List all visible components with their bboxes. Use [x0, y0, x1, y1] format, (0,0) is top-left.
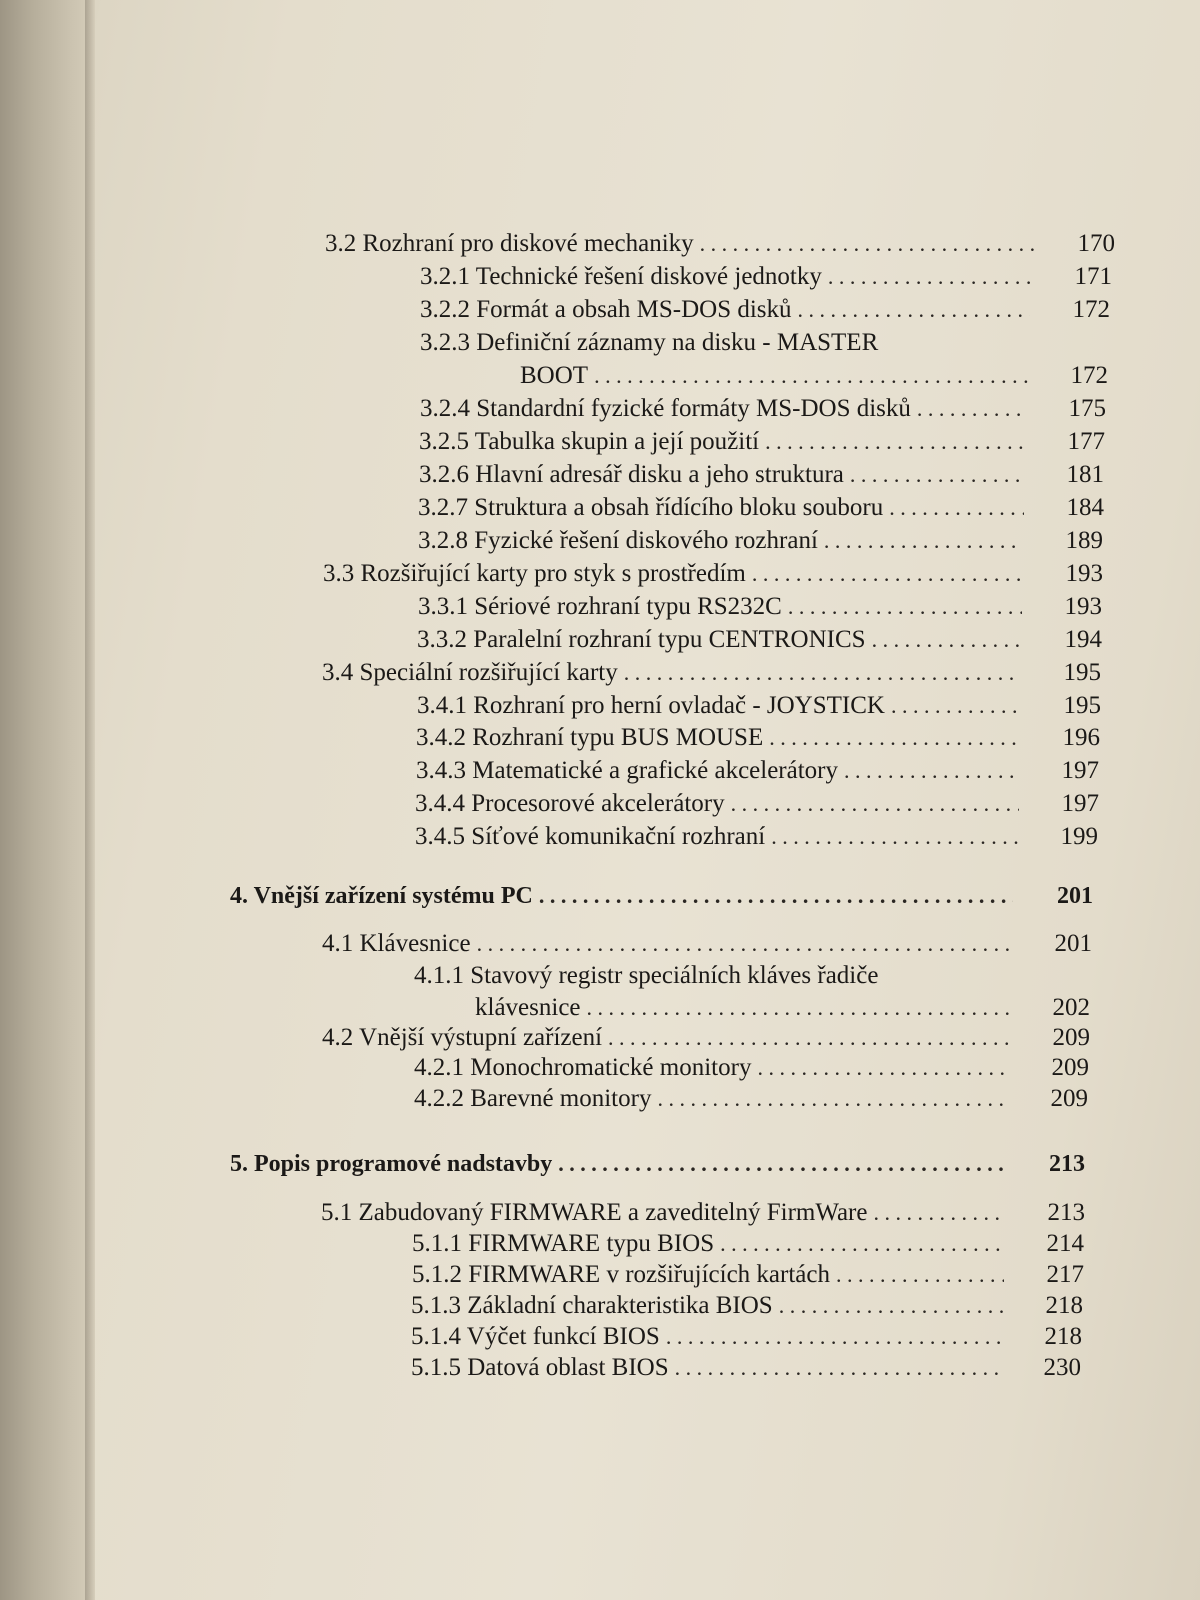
leader-dots: [844, 753, 1019, 789]
leader-dots: [824, 523, 1023, 559]
toc-entry-page: 189: [1065, 527, 1103, 554]
toc-entry: [419, 457, 1104, 493]
book-spine: [0, 0, 95, 1600]
toc-entry: [415, 786, 1099, 822]
toc-entry-label: 3.4 Speciální rozšiřující karty: [322, 659, 618, 686]
toc-entry-page: 172: [1072, 296, 1110, 323]
toc-entry-page: 218: [1045, 1292, 1083, 1319]
leader-dots: [788, 589, 1022, 625]
leader-dots: [624, 655, 1021, 691]
toc-entry-page: 175: [1068, 395, 1106, 422]
leader-dots: [558, 1146, 1005, 1182]
toc-entry-page: 177: [1067, 428, 1105, 455]
toc-entry: [417, 688, 1101, 724]
toc-entry-label: 3.2.1 Technické řešení diskové jednotky: [420, 263, 822, 290]
toc-entry-page: 217: [1046, 1261, 1084, 1288]
toc-entry-label: 3.4.5 Síťové komunikační rozhraní: [415, 823, 766, 850]
toc-entry: [418, 490, 1104, 526]
leader-dots: [675, 1350, 1001, 1386]
toc-entry-page: 193: [1065, 560, 1103, 587]
leader-dots: [752, 556, 1023, 592]
toc-entry-label: 3.4.3 Matematické a grafické akcelerátory: [416, 757, 838, 784]
toc-entry-page: 184: [1066, 494, 1104, 521]
toc-entry-label: BOOT: [520, 362, 589, 389]
toc-entry-label: 3.4.1 Rozhraní pro herní ovladač - JOYSTICK: [417, 692, 885, 719]
leader-dots: [731, 786, 1019, 822]
toc-entry-label: 3.2.8 Fyzické řešení diskového rozhraní: [418, 527, 818, 554]
toc-entry: [323, 556, 1103, 592]
toc-entry-label: 5.1 Zabudovaný FIRMWARE a zaveditelný FirmWare: [321, 1199, 868, 1226]
toc-entry: [414, 1081, 1088, 1117]
leader-dots: [594, 358, 1028, 394]
toc-entry: [322, 926, 1092, 962]
toc-entry-page: 201: [1054, 930, 1092, 957]
toc-entry-label: 3.2 Rozhraní pro diskové mechaniky: [325, 230, 694, 257]
spine-shadow: [85, 0, 95, 1600]
toc-entry: [420, 259, 1112, 295]
toc-entry-label: 4.2.2 Barevné monitory: [414, 1085, 652, 1112]
toc-entry: [420, 292, 1110, 328]
toc-entry-page: 209: [1052, 1024, 1090, 1051]
toc-entry: [416, 753, 1099, 789]
toc-entry-label: 3.4.2 Rozhraní typu BUS MOUSE: [416, 724, 764, 751]
toc-entry-label: 5. Popis programové nadstavby: [230, 1151, 553, 1177]
toc-chapter: [230, 878, 1093, 914]
toc-entry-label: klávesnice: [475, 994, 581, 1021]
toc-entry-page: 202: [1052, 994, 1090, 1021]
leader-dots: [539, 878, 1013, 914]
leader-dots: [850, 457, 1024, 493]
toc-entry-page: 209: [1051, 1054, 1089, 1081]
toc-entry-label: 3.3.1 Sériové rozhraní typu RS232C: [418, 593, 782, 620]
leader-dots: [765, 424, 1025, 460]
toc-entry-label: 5.1.2 FIRMWARE v rozšiřujících kartách: [412, 1261, 830, 1288]
toc-entry: [411, 1350, 1081, 1386]
toc-entry-label: 3.2.5 Tabulka skupin a její použití: [419, 428, 760, 455]
leader-dots: [769, 720, 1020, 756]
leader-dots: [891, 688, 1021, 724]
toc-entry: [420, 391, 1106, 427]
toc-entry-label: 4.1 Klávesnice: [322, 930, 471, 957]
toc-entry-label-line1: 3.2.3 Definiční záznamy na disku - MASTER: [420, 329, 879, 356]
toc-entry-page: 197: [1061, 790, 1099, 817]
leader-dots: [872, 622, 1022, 658]
toc-entry: [418, 589, 1102, 625]
toc-entry: [419, 424, 1105, 460]
toc-entry-page: 194: [1064, 626, 1102, 653]
toc-entry-label: 3.3 Rozšiřující karty pro styk s prostředím: [323, 560, 746, 587]
toc-entry-label: 3.2.6 Hlavní adresář disku a jeho struktura: [419, 461, 844, 488]
toc-entry-label: 4.2 Vnější výstupní zařízení: [322, 1024, 603, 1051]
toc-entry: [416, 720, 1100, 756]
toc-entry: [520, 358, 1108, 394]
leader-dots: [700, 226, 1035, 262]
leader-dots: [828, 259, 1032, 295]
leader-dots: [771, 819, 1018, 855]
toc-entry-page: 230: [1043, 1354, 1081, 1381]
toc-entry-label: 5.1.4 Výčet funkcí BIOS: [411, 1323, 660, 1350]
toc-entry-label: 5.1.3 Základní charakteristika BIOS: [411, 1292, 773, 1319]
toc-entry-page: 214: [1046, 1230, 1084, 1257]
toc-entry-page: 209: [1050, 1085, 1088, 1112]
toc-chapter: [230, 1146, 1085, 1182]
toc-entry-label: 3.2.4 Standardní fyzické formáty MS-DOS disků: [420, 395, 911, 422]
toc-entry: [415, 819, 1098, 855]
toc-entry-label: 5.1.5 Datová oblast BIOS: [411, 1354, 669, 1381]
toc-entry-page: 213: [1049, 1151, 1085, 1177]
toc-entry-page: 181: [1066, 461, 1104, 488]
toc-entry-label: 4.2.1 Monochromatické monitory: [414, 1054, 752, 1081]
toc-entry-page: 199: [1060, 823, 1098, 850]
toc-entry-label: 3.2.2 Formát a obsah MS-DOS disků: [420, 296, 792, 323]
toc-entry-page: 196: [1062, 724, 1100, 751]
toc-entry: [417, 622, 1102, 658]
toc-entry-page: 201: [1057, 883, 1093, 909]
toc-entry-page: 213: [1047, 1199, 1085, 1226]
toc-entry: [418, 523, 1103, 559]
toc-entry-page: 218: [1044, 1323, 1082, 1350]
toc-entry-label: 3.2.7 Struktura a obsah řídícího bloku souboru: [418, 494, 884, 521]
toc-entry-page: 197: [1061, 757, 1099, 784]
toc-entry-page: 170: [1077, 230, 1115, 257]
leader-dots: [889, 490, 1024, 526]
toc-entry: [322, 655, 1101, 691]
leader-dots: [917, 391, 1026, 427]
toc-entry-page: 195: [1063, 692, 1101, 719]
toc-entry-label: 5.1.1 FIRMWARE typu BIOS: [412, 1230, 715, 1257]
toc-entry-label: 3.4.4 Procesorové akcelerátory: [415, 790, 725, 817]
toc-entry-label-line1: 4.1.1 Stavový registr speciálních kláves řadiče: [414, 962, 879, 989]
toc-entry-page: 193: [1064, 593, 1102, 620]
leader-dots: [798, 292, 1030, 328]
toc-entry-page: 195: [1063, 659, 1101, 686]
toc-entry-label: 4. Vnější zařízení systému PC: [230, 883, 533, 909]
toc-entry: [325, 226, 1115, 262]
toc-entry-page: 172: [1070, 362, 1108, 389]
toc-entry-page: 171: [1074, 263, 1112, 290]
toc-entry-label: 3.3.2 Paralelní rozhraní typu CENTRONICS: [417, 626, 866, 653]
leader-dots: [657, 1081, 1008, 1117]
leader-dots: [477, 926, 1012, 962]
